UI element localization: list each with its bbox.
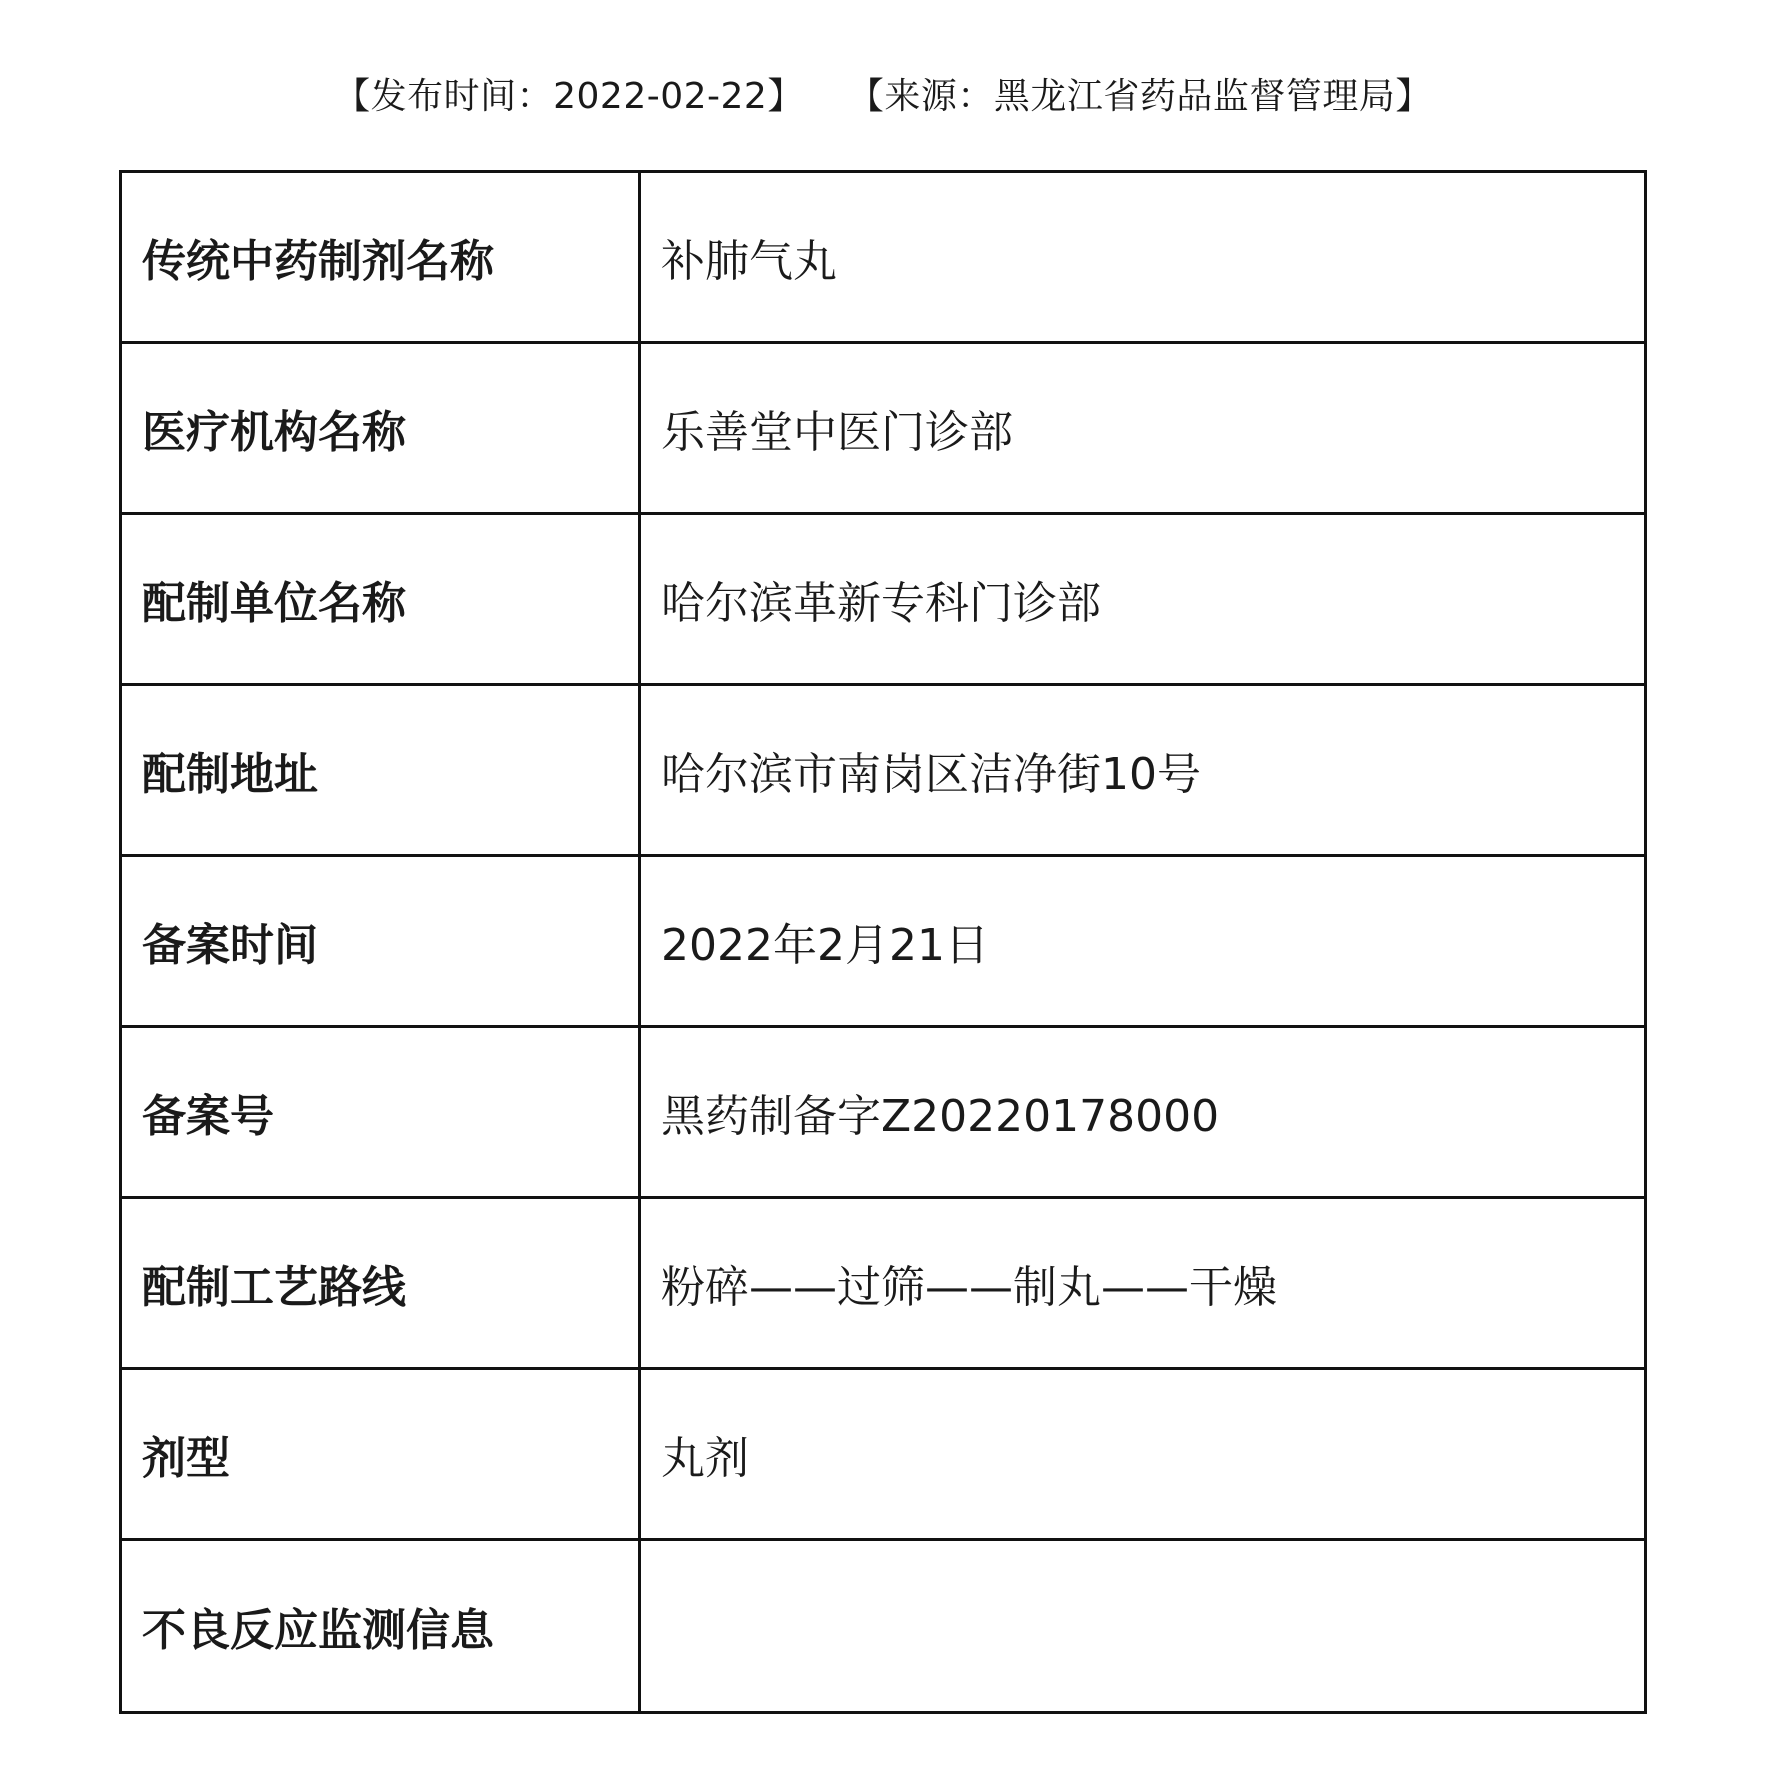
row-label-process-route: 配制工艺路线 (121, 1198, 640, 1369)
publication-header (0, 68, 1766, 119)
table-row (121, 172, 1646, 343)
table-row (121, 1198, 1646, 1369)
row-value-preparation-name: 补肺气丸 (640, 172, 1646, 343)
row-label-preparation-name: 传统中药制剂名称 (121, 172, 640, 343)
table-row (121, 1027, 1646, 1198)
row-value-adverse-reaction-info (640, 1540, 1646, 1713)
table-row (121, 343, 1646, 514)
table-row (121, 685, 1646, 856)
table-row (121, 1540, 1646, 1713)
table-row (121, 856, 1646, 1027)
table-row (121, 514, 1646, 685)
publish-date-text: 【发布时间：2022-02-22】 (334, 76, 804, 117)
row-label-adverse-reaction-info: 不良反应监测信息 (121, 1540, 640, 1713)
row-label-dosage-form: 剂型 (121, 1369, 640, 1540)
row-value-filing-number: 黑药制备字Z20220178000 (640, 1027, 1646, 1198)
row-value-filing-date: 2022年2月21日 (640, 856, 1646, 1027)
source-text: 【来源：黑龙江省药品监督管理局】 (847, 76, 1432, 117)
row-label-filing-number: 备案号 (121, 1027, 640, 1198)
row-value-institution-name: 乐善堂中医门诊部 (640, 343, 1646, 514)
row-label-filing-date: 备案时间 (121, 856, 640, 1027)
row-value-dosage-form: 丸剂 (640, 1369, 1646, 1540)
row-label-preparer-name: 配制单位名称 (121, 514, 640, 685)
filing-record-table (119, 170, 1647, 1714)
row-label-institution-name: 医疗机构名称 (121, 343, 640, 514)
row-label-preparation-address: 配制地址 (121, 685, 640, 856)
row-value-process-route: 粉碎——过筛——制丸——干燥 (640, 1198, 1646, 1369)
table-row (121, 1369, 1646, 1540)
row-value-preparation-address: 哈尔滨市南岗区洁净街10号 (640, 685, 1646, 856)
row-value-preparer-name: 哈尔滨革新专科门诊部 (640, 514, 1646, 685)
